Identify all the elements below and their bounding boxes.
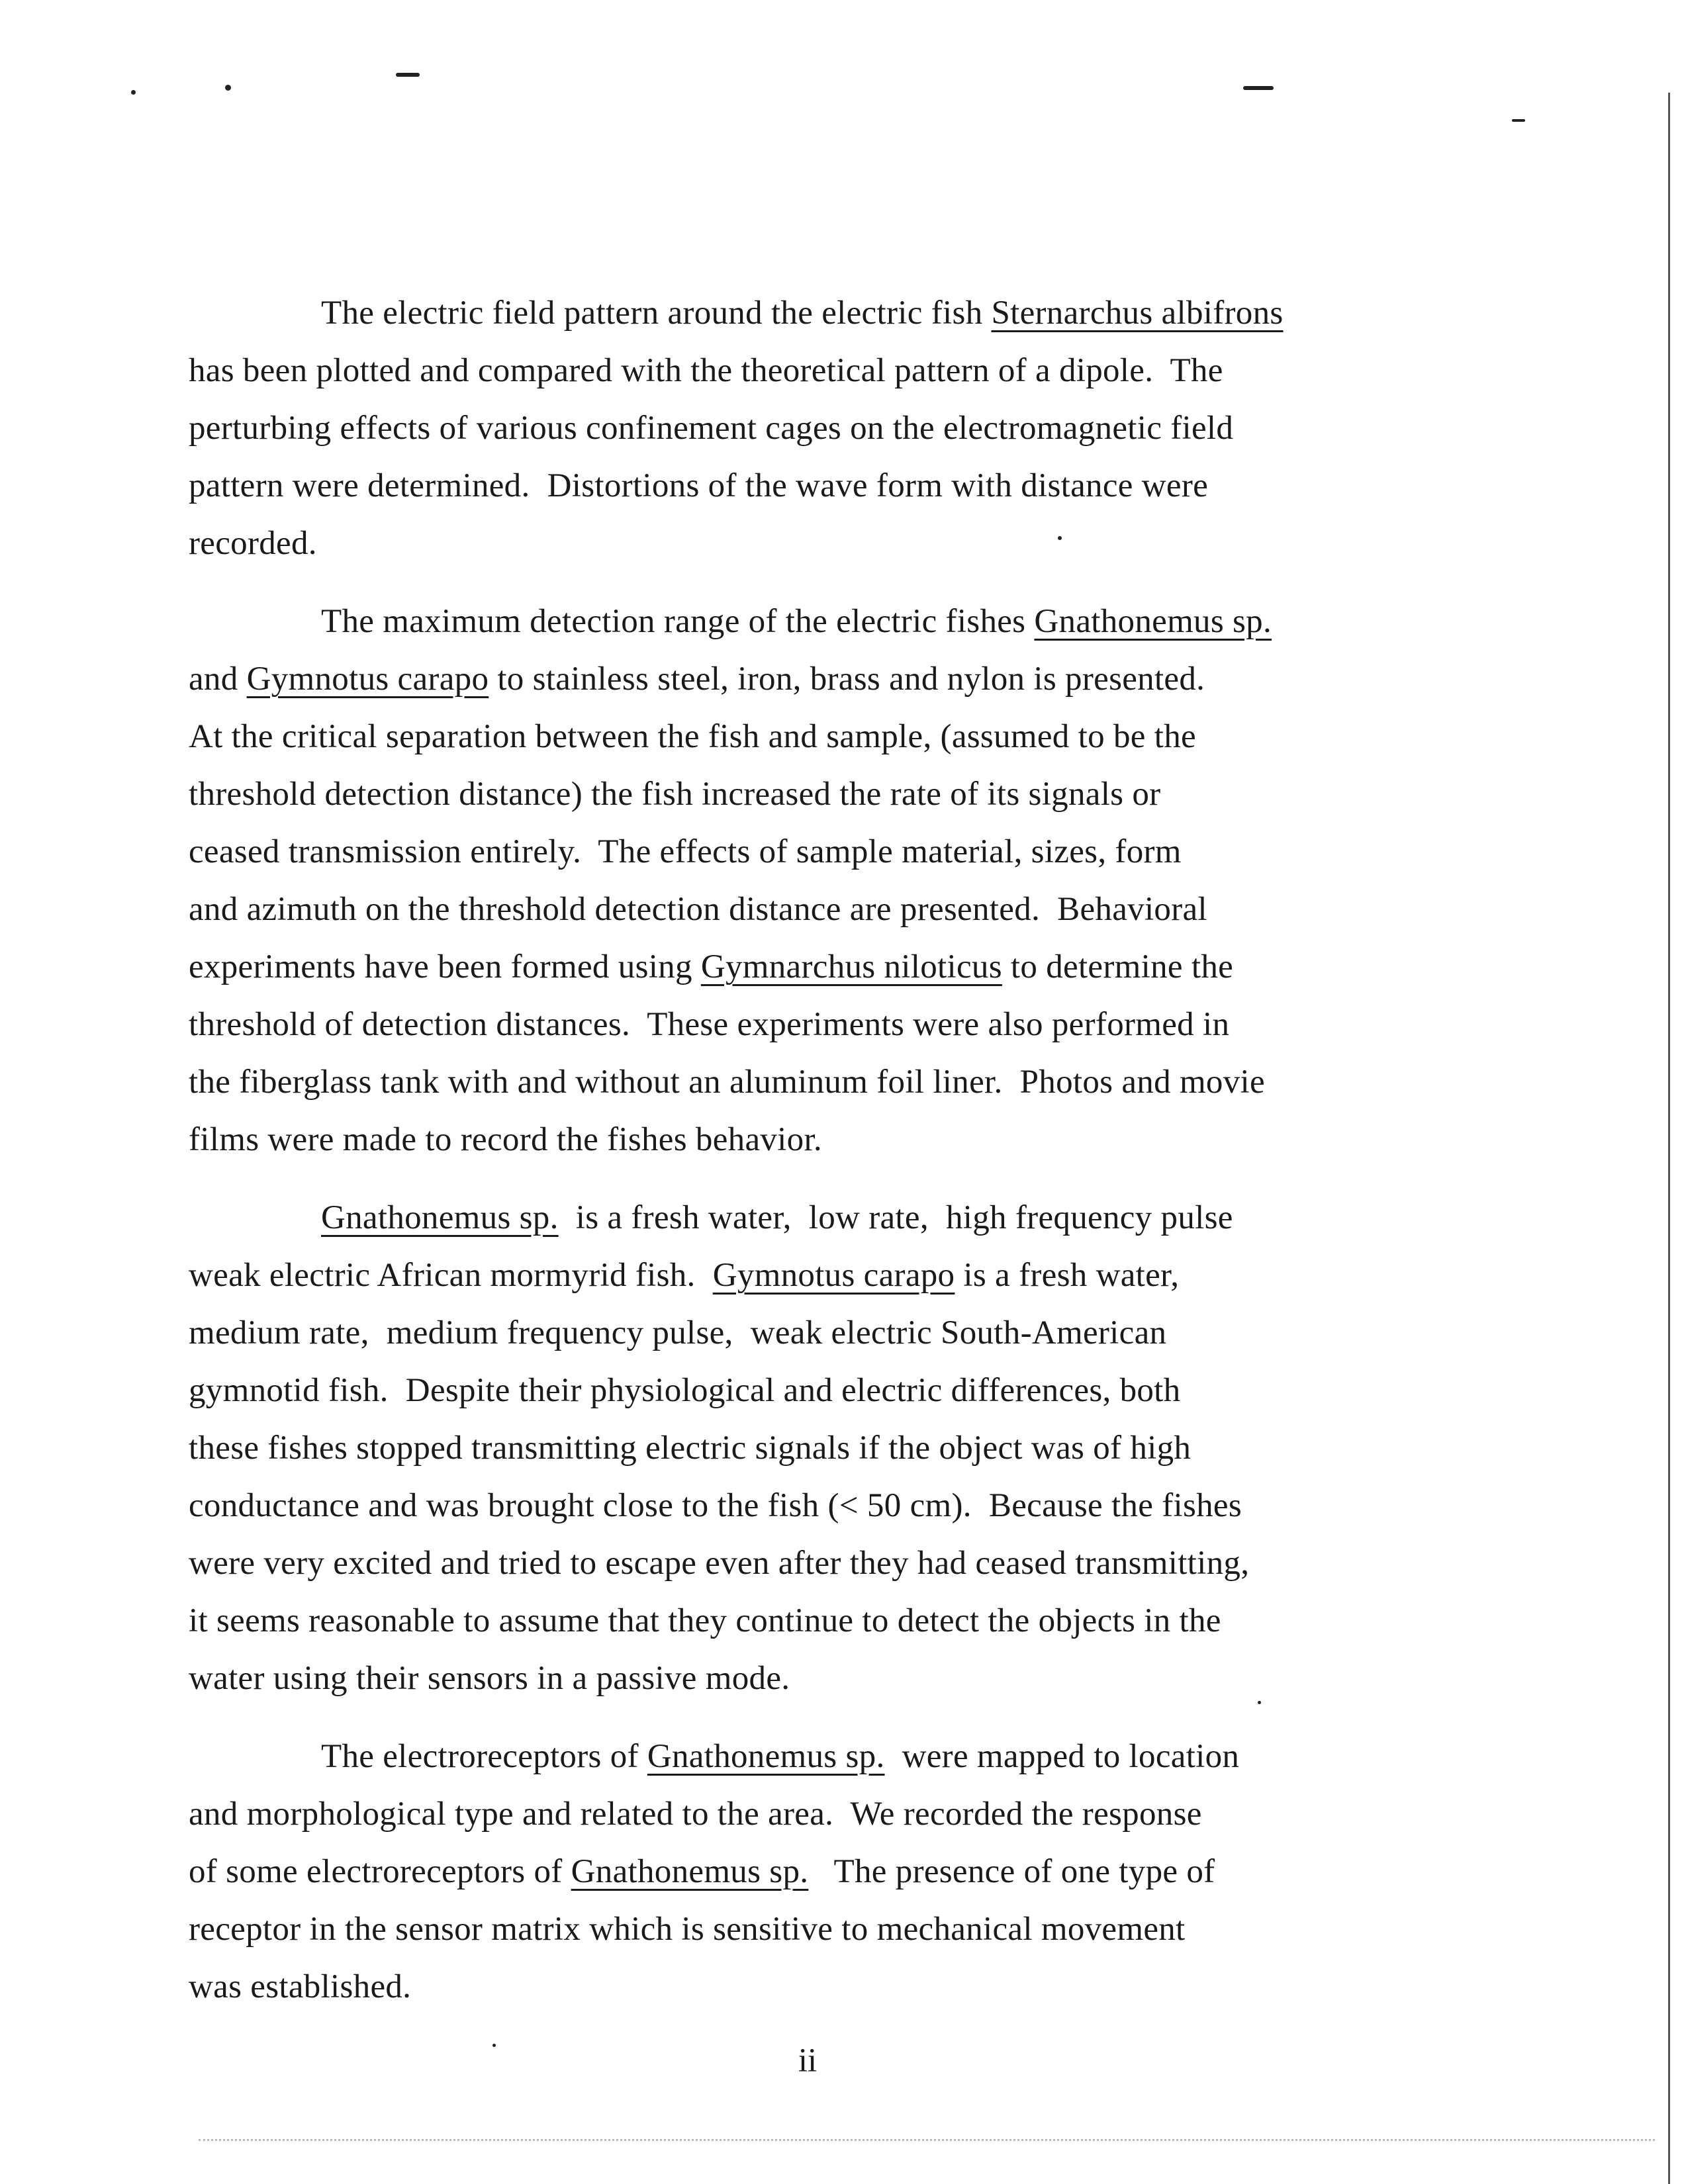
- text-line: [189, 1535, 1552, 1592]
- scan-dash: [396, 73, 420, 77]
- species-name: Gymnotus carapo: [712, 1257, 955, 1294]
- text-segment: conductance and was brought close to the fish (< 50 cm). Because the fishes: [189, 1487, 1242, 1524]
- text-line: [189, 708, 1552, 766]
- text-segment: water using their sensors in a passive mode.: [189, 1660, 790, 1697]
- text-line: [189, 1304, 1552, 1362]
- text-segment: is a fresh water, low rate, high frequency pulse: [558, 1199, 1233, 1236]
- text-segment: has been plotted and compared with the theoretical pattern of a dipole. The: [189, 352, 1223, 389]
- text-segment: weak electric African mormyrid fish.: [189, 1257, 713, 1294]
- text-line: [189, 1247, 1552, 1304]
- text-line: [189, 766, 1552, 823]
- page-number: ii: [798, 2042, 818, 2079]
- scan-edge-line: [1668, 93, 1670, 2184]
- species-name: Gnathonemus sp.: [571, 1853, 809, 1890]
- species-name: Sternarchus albifrons: [991, 295, 1284, 332]
- text-segment: threshold detection distance) the fish increased the rate of its signals or: [189, 776, 1161, 813]
- species-name: Gnathonemus sp.: [321, 1199, 559, 1236]
- text-line: [189, 1189, 1552, 1247]
- species-name: Gnathonemus sp.: [647, 1738, 885, 1775]
- text-line: [189, 285, 1552, 342]
- text-line: [189, 1958, 1552, 2016]
- text-segment: these fishes stopped transmitting electric signals if the object was of high: [189, 1430, 1192, 1467]
- scan-bottom-noise: [199, 2139, 1655, 2141]
- scan-speck: [492, 2044, 496, 2047]
- text-segment: gymnotid fish. Despite their physiological and electric differences, both: [189, 1372, 1181, 1409]
- text-segment: and morphological type and related to the area. We recorded the response: [189, 1796, 1202, 1833]
- text-segment: is a fresh water,: [955, 1257, 1180, 1294]
- species-name: Gymnarchus niloticus: [700, 948, 1002, 985]
- paragraph: [189, 285, 1552, 572]
- scan-dash: [1243, 86, 1274, 90]
- text-segment: The electroreceptors of: [321, 1738, 647, 1775]
- paragraph: [189, 1728, 1552, 2016]
- text-line: [189, 1901, 1552, 1958]
- text-line: [189, 651, 1552, 708]
- text-line: [189, 1650, 1552, 1707]
- text-segment: The electric field pattern around the electric fish: [321, 295, 992, 332]
- text-segment: The presence of one type of: [808, 1853, 1215, 1890]
- text-segment: the fiberglass tank with and without an aluminum foil liner. Photos and movie: [189, 1064, 1265, 1101]
- text-segment: pattern were determined. Distortions of the wave form with distance were: [189, 467, 1209, 504]
- paragraph: [189, 593, 1552, 1169]
- text-segment: The maximum detection range of the electric fishes: [321, 603, 1035, 640]
- text-line: [189, 1592, 1552, 1650]
- text-segment: were very excited and tried to escape even after they had ceased transmitting,: [189, 1545, 1250, 1582]
- text-line: [189, 457, 1552, 515]
- text-line: [189, 1054, 1552, 1111]
- text-segment: At the critical separation between the fish and sample, (assumed to be the: [189, 718, 1196, 755]
- text-line: [189, 1477, 1552, 1535]
- text-line: [189, 342, 1552, 400]
- text-segment: recorded.: [189, 525, 317, 562]
- text-line: [189, 1111, 1552, 1169]
- text-segment: ceased transmission entirely. The effects of sample material, sizes, form: [189, 833, 1182, 870]
- document-body: [189, 285, 1552, 2036]
- scan-speck: [131, 90, 136, 95]
- paragraph: [189, 1189, 1552, 1707]
- text-line: [189, 1786, 1552, 1843]
- text-line: [189, 1362, 1552, 1420]
- text-line: [189, 515, 1552, 572]
- scan-dash: [1512, 119, 1525, 122]
- text-segment: were mapped to location: [884, 1738, 1240, 1775]
- text-segment: to stainless steel, iron, brass and nylon is presented.: [489, 660, 1205, 698]
- text-segment: of some electroreceptors of: [189, 1853, 571, 1890]
- text-segment: perturbing effects of various confinement cages on the electromagnetic field: [189, 410, 1234, 447]
- text-segment: films were made to record the fishes behavior.: [189, 1121, 822, 1158]
- text-segment: receptor in the sensor matrix which is sensitive to mechanical movement: [189, 1911, 1186, 1948]
- text-line: [189, 593, 1552, 651]
- text-segment: and azimuth on the threshold detection distance are presented. Behavioral: [189, 891, 1207, 928]
- text-segment: was established.: [189, 1968, 412, 2005]
- text-segment: experiments have been formed using: [189, 948, 701, 985]
- text-segment: medium rate, medium frequency pulse, weak electric South-American: [189, 1314, 1167, 1351]
- text-line: [189, 881, 1552, 938]
- text-line: [189, 938, 1552, 996]
- text-line: [189, 400, 1552, 457]
- text-line: [189, 1843, 1552, 1901]
- text-segment: it seems reasonable to assume that they continue to detect the objects in the: [189, 1602, 1221, 1639]
- text-segment: to determine the: [1002, 948, 1234, 985]
- text-segment: and: [189, 660, 247, 698]
- text-line: [189, 1728, 1552, 1786]
- species-name: Gymnotus carapo: [246, 660, 489, 698]
- species-name: Gnathonemus sp.: [1034, 603, 1272, 640]
- text-segment: threshold of detection distances. These experiments were also performed in: [189, 1006, 1230, 1043]
- scan-speck: [225, 85, 231, 91]
- text-line: [189, 823, 1552, 881]
- text-line: [189, 996, 1552, 1054]
- text-line: [189, 1420, 1552, 1477]
